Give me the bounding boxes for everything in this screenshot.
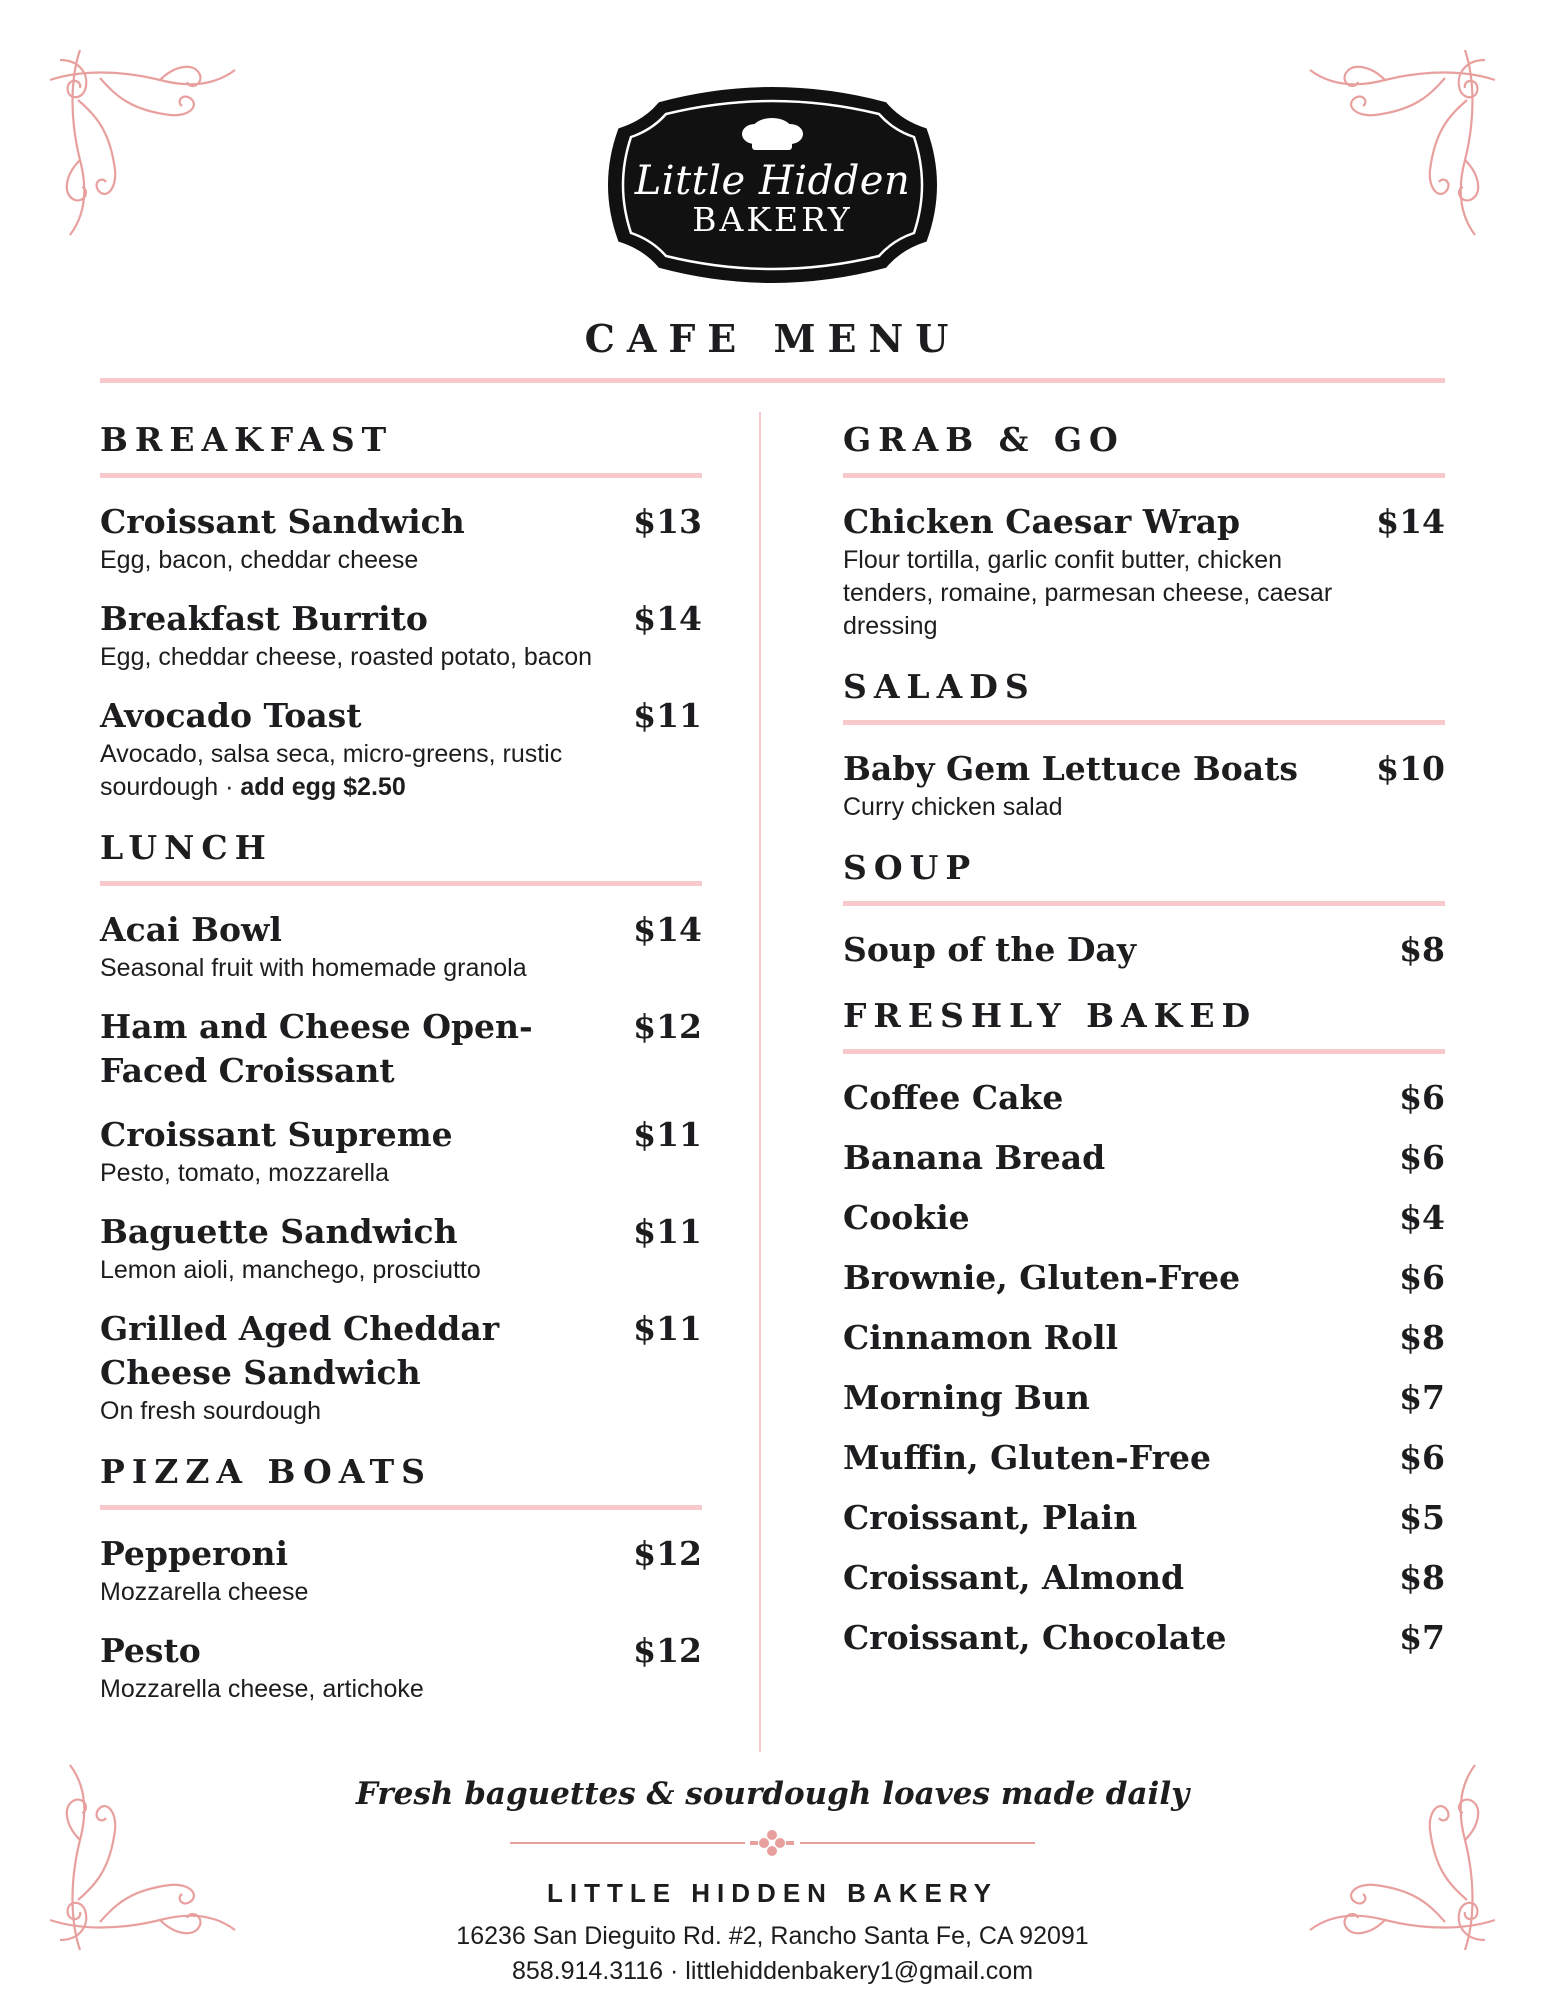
section-grab-and-go xyxy=(843,420,1445,643)
item-row xyxy=(100,1532,702,1576)
item-name: Cookie xyxy=(843,1198,970,1237)
item-list xyxy=(843,478,1445,643)
item-list xyxy=(100,886,702,1428)
item-name: Brownie, Gluten-Free xyxy=(843,1258,1241,1297)
footer-flourish-icon xyxy=(510,1828,1035,1858)
menu-item xyxy=(843,1376,1445,1420)
menu-item xyxy=(100,908,702,985)
item-list xyxy=(843,906,1445,972)
menu-item xyxy=(843,747,1445,824)
menu-item xyxy=(843,1616,1445,1660)
menu-item xyxy=(843,1136,1445,1180)
menu-item xyxy=(100,1113,702,1190)
menu-item xyxy=(100,597,702,674)
menu-item xyxy=(100,500,702,577)
item-list xyxy=(843,725,1445,824)
item-name: Croissant Sandwich xyxy=(100,502,465,541)
item-price: $6 xyxy=(1399,1078,1445,1117)
title-divider xyxy=(100,378,1445,383)
item-name: Cinnamon Roll xyxy=(843,1318,1119,1357)
item-row xyxy=(100,1113,702,1157)
menu-item xyxy=(843,1076,1445,1120)
item-row xyxy=(843,747,1445,791)
item-description: Lemon aioli, manchego, prosciutto xyxy=(100,1256,481,1284)
item-name: Muffin, Gluten-Free xyxy=(843,1438,1211,1477)
item-row xyxy=(843,1316,1445,1360)
menu-item xyxy=(843,500,1445,643)
item-row xyxy=(843,500,1445,544)
item-description: Mozzarella cheese, artichoke xyxy=(100,1675,424,1703)
section-pizza-boats xyxy=(100,1452,702,1706)
item-price: $7 xyxy=(1399,1618,1445,1657)
item-name: Pepperoni xyxy=(100,1534,288,1573)
item-row xyxy=(100,597,702,641)
footer-business-name: LITTLE HIDDEN BAKERY xyxy=(546,1878,999,1908)
item-price: $11 xyxy=(633,696,702,735)
item-name: Morning Bun xyxy=(843,1378,1090,1417)
right-column xyxy=(843,420,1445,1684)
corner-flourish-icon xyxy=(40,40,240,240)
item-row xyxy=(100,1307,702,1395)
item-price: $11 xyxy=(633,1212,702,1251)
footer-address: 16236 San Dieguito Rd. #2, Rancho Santa Fe, CA 92091 xyxy=(456,1922,1089,1950)
item-description: On fresh sourdough xyxy=(100,1397,321,1425)
item-price: $8 xyxy=(1399,1558,1445,1597)
item-name: Soup of the Day xyxy=(843,930,1136,969)
item-price: $8 xyxy=(1399,930,1445,969)
menu-item xyxy=(843,1256,1445,1300)
item-row xyxy=(100,694,702,738)
item-name: Avocado Toast xyxy=(100,696,362,735)
corner-flourish-icon xyxy=(1305,40,1505,240)
section-salads xyxy=(843,667,1445,824)
flourish-svg xyxy=(1305,40,1505,240)
item-name: Pesto xyxy=(100,1631,201,1670)
item-row xyxy=(843,1376,1445,1420)
item-name: Croissant, Chocolate xyxy=(843,1618,1227,1657)
menu-item xyxy=(843,1436,1445,1480)
section-title: LUNCH xyxy=(100,828,702,886)
item-name: Baby Gem Lettuce Boats xyxy=(843,749,1298,788)
menu-item xyxy=(100,1532,702,1609)
item-name: Croissant, Almond xyxy=(843,1558,1185,1597)
item-row xyxy=(100,1005,702,1093)
menu-item xyxy=(843,1196,1445,1240)
item-row xyxy=(100,1210,702,1254)
item-description: Mozzarella cheese xyxy=(100,1578,309,1606)
item-price: $13 xyxy=(633,502,702,541)
footer-contact: 858.914.3116 · littlehiddenbakery1@gmail.com xyxy=(511,1957,1034,1985)
bakery-logo xyxy=(600,82,945,288)
item-row xyxy=(843,928,1445,972)
section-title: GRAB & GO xyxy=(843,420,1445,478)
item-description: Egg, cheddar cheese, roasted potato, bacon xyxy=(100,643,593,671)
item-description xyxy=(100,738,620,804)
item-list xyxy=(100,478,702,804)
item-name: Coffee Cake xyxy=(843,1078,1064,1117)
item-description: Flour tortilla, garlic confit butter, chicken tenders, romaine, parmesan cheese, caesar dressing xyxy=(843,546,1333,640)
menu-item xyxy=(100,1629,702,1706)
item-name: Breakfast Burrito xyxy=(100,599,428,638)
item-price: $12 xyxy=(633,1534,702,1573)
item-price: $5 xyxy=(1399,1498,1445,1537)
item-row xyxy=(100,908,702,952)
item-description: Pesto, tomato, mozzarella xyxy=(100,1159,390,1187)
item-name: Banana Bread xyxy=(843,1138,1106,1177)
logo-script-text: Little Hidden xyxy=(634,158,911,204)
footer-tagline: Fresh baguettes & sourdough loaves made daily xyxy=(355,1776,1190,1812)
menu-item xyxy=(100,694,702,804)
column-divider xyxy=(759,412,761,1752)
item-price: $6 xyxy=(1399,1258,1445,1297)
item-price: $12 xyxy=(633,1631,702,1670)
item-name: Grilled Aged Cheddar Cheese Sandwich xyxy=(100,1309,500,1392)
item-name: Chicken Caesar Wrap xyxy=(843,502,1241,541)
item-row xyxy=(843,1196,1445,1240)
item-row xyxy=(843,1136,1445,1180)
menu-item xyxy=(843,1496,1445,1540)
item-description: Egg, bacon, cheddar cheese xyxy=(100,546,419,574)
item-price: $7 xyxy=(1399,1378,1445,1417)
item-row xyxy=(843,1556,1445,1600)
item-price: $14 xyxy=(1376,502,1445,541)
section-title: BREAKFAST xyxy=(100,420,702,478)
page-title: CAFE MENU xyxy=(584,316,961,361)
item-price: $14 xyxy=(633,910,702,949)
item-price: $11 xyxy=(633,1115,702,1154)
item-name: Ham and Cheese Open-Faced Croissant xyxy=(100,1007,533,1090)
menu-item xyxy=(843,1556,1445,1600)
item-price: $8 xyxy=(1399,1318,1445,1357)
flourish-svg xyxy=(40,40,240,240)
item-row xyxy=(843,1616,1445,1660)
menu-item xyxy=(843,928,1445,972)
item-price: $6 xyxy=(1399,1438,1445,1477)
item-row xyxy=(843,1436,1445,1480)
logo-name-text: BAKERY xyxy=(692,200,853,239)
item-name: Acai Bowl xyxy=(100,910,282,949)
section-title: SALADS xyxy=(843,667,1445,725)
section-freshly-baked xyxy=(843,996,1445,1660)
section-title: SOUP xyxy=(843,848,1445,906)
item-price: $6 xyxy=(1399,1138,1445,1177)
item-list xyxy=(100,1510,702,1706)
section-title: PIZZA BOATS xyxy=(100,1452,702,1510)
menu-item xyxy=(100,1210,702,1287)
item-description: Curry chicken salad xyxy=(843,793,1063,821)
item-list xyxy=(843,1054,1445,1660)
menu-item xyxy=(100,1307,702,1428)
item-description-text: Avocado, salsa seca, micro-greens, rustic sourdough · xyxy=(100,740,563,801)
item-row xyxy=(100,500,702,544)
item-description: Seasonal fruit with homemade granola xyxy=(100,954,527,982)
section-lunch xyxy=(100,828,702,1428)
item-price: $12 xyxy=(633,1007,702,1046)
item-row xyxy=(843,1076,1445,1120)
item-row xyxy=(100,1629,702,1673)
item-row xyxy=(843,1496,1445,1540)
section-title: FRESHLY BAKED xyxy=(843,996,1445,1054)
item-name: Croissant, Plain xyxy=(843,1498,1138,1537)
item-name: Baguette Sandwich xyxy=(100,1212,458,1251)
menu-item xyxy=(100,1005,702,1093)
left-column xyxy=(100,420,702,1730)
item-price: $4 xyxy=(1399,1198,1445,1237)
section-breakfast xyxy=(100,420,702,804)
item-price: $14 xyxy=(633,599,702,638)
add-on-note: add egg $2.50 xyxy=(240,773,406,801)
item-price: $10 xyxy=(1376,749,1445,788)
section-soup xyxy=(843,848,1445,972)
item-name: Croissant Supreme xyxy=(100,1115,453,1154)
item-row xyxy=(843,1256,1445,1300)
item-price: $11 xyxy=(633,1309,702,1348)
menu-item xyxy=(843,1316,1445,1360)
